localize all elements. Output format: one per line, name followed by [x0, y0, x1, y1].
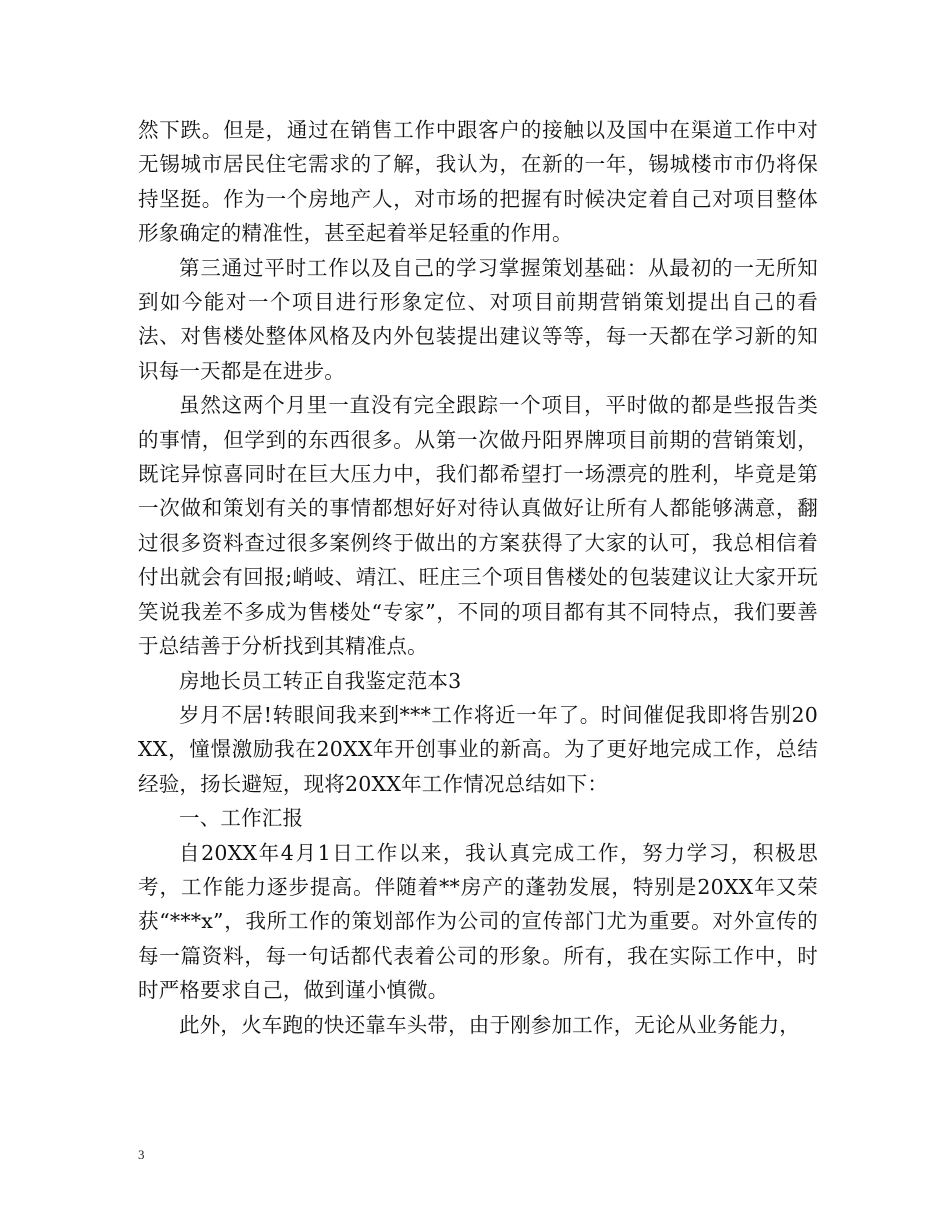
- paragraph-1: 然下跌。但是，通过在销售工作中跟客户的接触以及国中在渠道工作中对无锡城市居民住宅需求的了解，我认为，在新的一年，锡城楼市市仍将保持坚挺。作为一个房地产人，对市场的把握有时候决定着自己对项目整体形象确定的精准性，甚至起着举足轻重的作用。: [138, 118, 818, 246]
- page-number: 3: [138, 1147, 145, 1162]
- paragraph-4: 岁月不居!转眼间我来到***工作将近一年了。时间催促我即将告别20XX，憧憬激励我在20XX年开创事业的新高。为了更好地完成工作，总结经验，扬长避短，现将20XX年工作情况总结如下：: [138, 702, 818, 796]
- paragraph-3: 虽然这两个月里一直没有完全跟踪一个项目，平时做的都是些报告类的事情，但学到的东西很多。从第一次做丹阳界牌项目前期的营销策划，既诧异惊喜同时在巨大压力中，我们都希望打一场漂亮的胜利，毕竟是第一次做和策划有关的事情都想好好对待认真做好让所有人都能够满意，翻过很多资料查过很多案例终于做出的方案获得了大家的认可，我总相信着付出就会有回报;峭岐、靖江、旺庄三个项目售楼处的包装建议让大家开玩笑说我差不多成为售楼处“专家”，不同的项目都有其不同特点，我们要善于总结善于分析找到其精准点。: [138, 393, 818, 659]
- paragraph-6: 此外，火车跑的快还靠车头带，由于刚参加工作，无论从业务能力，: [179, 1012, 800, 1037]
- body-text: [138, 113, 818, 1042]
- paragraph-5: 自20XX年4月1日工作以来，我认真完成工作，努力学习，积极思考，工作能力逐步提高。伴随着**房产的蓬勃发展，特别是20XX年又荣获“***x”，我所工作的策划部作为公司的宣传部门尤为重要。对外宣传的每一篇资料，每一句话都代表着公司的形象。所有，我在实际工作中，时时严格要求自己，做到谨小慎微。: [138, 840, 818, 1003]
- paragraph-2: 第三通过平时工作以及自己的学习掌握策划基础：从最初的一无所知到如今能对一个项目进行形象定位、对项目前期营销策划提出自己的看法、对售楼处整体风格及内外包装提出建议等等，每一天都在学习新的知识每一天都是在进步。: [138, 255, 818, 383]
- section-heading: 一、工作汇报: [179, 806, 304, 831]
- section-title: 房地长员工转正自我鉴定范本3: [179, 668, 462, 693]
